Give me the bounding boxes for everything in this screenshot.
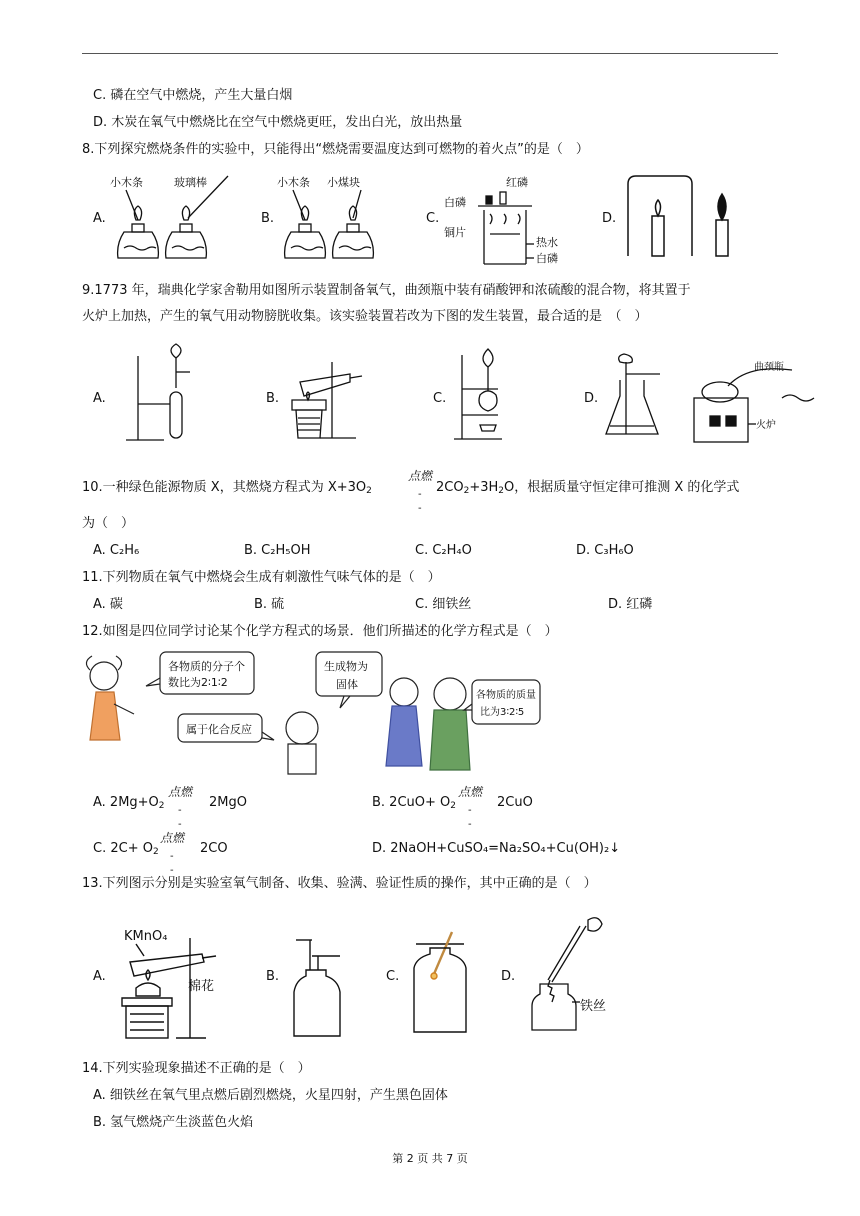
q11-option-d[interactable]: D. 红磷 xyxy=(608,597,653,612)
q9-stem-line2: 火炉上加热，产生的氧气用动物膀胱收集。该实验装置若改为下图的发生装置，最合适的是 （ ） xyxy=(82,309,648,324)
q14-option-b[interactable]: B. 氢气燃烧产生淡蓝色火焰 xyxy=(93,1115,254,1130)
q9-label-stove: 火炉 xyxy=(756,420,776,431)
q10-prod1: 2CO xyxy=(436,480,464,495)
q10-option-d[interactable]: D. C₃H₆O xyxy=(576,543,634,558)
q8-c-label-white-p: 白磷 xyxy=(444,196,466,209)
q13-figure-c xyxy=(410,930,484,1042)
q13-stem: 13.下列图示分别是实验室氧气制备、收集、验满、验证性质的操作，其中正确的是（ ） xyxy=(82,876,597,891)
q8-option-d[interactable]: D. xyxy=(602,211,617,226)
q10-stem xyxy=(82,479,372,500)
q8-b-label-stick: 小木条 xyxy=(277,176,310,189)
q8-a-label-rod: 玻璃棒 xyxy=(174,176,207,189)
q12-b-dash: - xyxy=(468,805,472,816)
q12-bubble2: 属于化合反应 xyxy=(186,723,252,736)
q13-figure-d xyxy=(522,912,622,1038)
q12-b-dash-2: - xyxy=(468,819,472,830)
q11-option-a[interactable]: A. 碳 xyxy=(93,597,123,612)
q10-prod2-sub: 2 xyxy=(498,486,505,496)
q11-stem: 11.下列物质在氧气中燃烧会生成有刺激性气味气体的是（ ） xyxy=(82,570,441,585)
q9-option-b[interactable]: B. xyxy=(266,391,280,406)
q12-c-dash: - xyxy=(170,851,174,862)
header-rule xyxy=(82,53,778,54)
q9-option-c[interactable]: C. xyxy=(433,391,447,406)
q12-c-product: 2CO xyxy=(200,841,228,856)
q11-option-c[interactable]: C. 细铁丝 xyxy=(415,597,472,612)
q9-figure-d xyxy=(600,350,670,442)
q13-option-d[interactable]: D. xyxy=(501,969,516,984)
q13-a-label-kmno4: KMnO₄ xyxy=(124,929,168,944)
q12-b-product: 2CuO xyxy=(497,795,533,810)
q9-figure-b xyxy=(280,352,380,444)
q13-option-c[interactable]: C. xyxy=(386,969,400,984)
q14-stem: 14.下列实验现象描述不正确的是（ ） xyxy=(82,1061,311,1076)
q10-stem-line2: 为（ ） xyxy=(82,516,135,531)
q8-c-label-red-p: 红磷 xyxy=(506,176,528,189)
q8-c-label-copper: 铜片 xyxy=(444,226,466,239)
q12-option-b[interactable] xyxy=(372,794,456,815)
q14-option-a[interactable]: A. 细铁丝在氧气里点燃后剧烈燃烧，火星四射，产生黑色固体 xyxy=(93,1088,448,1103)
q13-d-label-wire: 铁丝 xyxy=(580,999,607,1014)
q13-option-a[interactable]: A. xyxy=(93,969,106,984)
q13-option-b[interactable]: B. xyxy=(266,969,280,984)
q13-figure-b xyxy=(290,930,350,1042)
q12-bubble3-line2: 固体 xyxy=(336,678,358,691)
q10-option-a[interactable]: A. C₂H₆ xyxy=(93,543,140,558)
q12-bubble3-line1: 生成物为 xyxy=(324,660,368,673)
q12-bubble1-line2: 数比为2∶1∶2 xyxy=(168,676,228,689)
q8-figure-c xyxy=(440,172,570,270)
q12-b-pre: B. 2CuO+ O xyxy=(372,795,451,810)
q7-option-c: C. 磷在空气中燃烧，产生大量白烟 xyxy=(93,88,293,103)
q10-dash-2: - xyxy=(418,503,422,514)
q8-figure-a xyxy=(108,172,238,270)
q10-option-b[interactable]: B. C₂H₅OH xyxy=(244,543,311,558)
q12-option-c[interactable] xyxy=(93,840,159,861)
page-footer: 第 2 页 共 7 页 xyxy=(392,1152,468,1165)
q12-c-sub: 2 xyxy=(152,847,159,857)
q12-bubble4-line2: 比为3∶2∶5 xyxy=(480,707,525,718)
q12-option-d[interactable]: D. 2NaOH+CuSO₄=Na₂SO₄+Cu(OH)₂↓ xyxy=(372,841,621,856)
q10-dash: - xyxy=(418,489,422,500)
q9-option-d[interactable]: D. xyxy=(584,391,599,406)
q12-bubble1-line1: 各物质的分子个 xyxy=(168,660,245,673)
q9-figure-retort-setup xyxy=(686,358,818,446)
q12-c-condition: 点燃 xyxy=(160,831,185,845)
q12-option-a[interactable] xyxy=(93,794,165,815)
q8-figure-d xyxy=(620,172,750,262)
q12-a-dash: - xyxy=(178,805,182,816)
q12-c-dash-2: - xyxy=(170,865,174,876)
q10-stem-products xyxy=(436,479,739,500)
q12-c-pre: C. 2C+ O xyxy=(93,841,153,856)
q8-option-c[interactable]: C. xyxy=(426,211,440,226)
q12-a-product: 2MgO xyxy=(209,795,247,810)
q9-figure-c xyxy=(452,345,514,443)
q12-b-sub: 2 xyxy=(450,801,456,811)
q12-stem: 12.如图是四位同学讨论某个化学方程式的场景．他们所描述的化学方程式是（ ） xyxy=(82,624,558,639)
q8-a-label-stick: 小木条 xyxy=(110,176,143,189)
q10-condition: 点燃 xyxy=(408,469,433,483)
q8-option-a[interactable]: A. xyxy=(93,211,106,226)
q9-figure-a xyxy=(124,338,196,444)
q10-o2-sub: 2 xyxy=(366,486,372,496)
q12-a-pre: A. 2Mg+O xyxy=(93,795,159,810)
q8-option-b[interactable]: B. xyxy=(261,211,275,226)
q8-stem: 8.下列探究燃烧条件的实验中，只能得出“燃烧需要温度达到可燃物的着火点”的是（ ） xyxy=(82,142,589,157)
q8-c-label-water: 热水 xyxy=(536,236,558,249)
q10-option-c[interactable]: C. C₂H₄O xyxy=(415,543,472,558)
q10-prod1-sub: 2 xyxy=(463,486,470,496)
q10-stem-pre: 10.一种绿色能源物质 X，其燃烧方程式为 X+3O xyxy=(82,480,367,495)
q12-a-sub: 2 xyxy=(158,801,165,811)
q10-stem-post: O，根据质量守恒定律可推测 X 的化学式 xyxy=(504,480,740,495)
q13-figure-a xyxy=(116,922,226,1044)
q10-prod2: +3H xyxy=(469,480,499,495)
q8-figure-b xyxy=(275,172,405,270)
q9-label-retort: 曲颈瓶 xyxy=(754,362,784,373)
q11-option-b[interactable]: B. 硫 xyxy=(254,597,285,612)
q12-discussion-figure xyxy=(82,648,542,778)
q8-b-label-coal: 小煤块 xyxy=(327,176,360,189)
q13-a-label-cotton: 棉花 xyxy=(188,979,215,994)
q7-option-d: D. 木炭在氧气中燃烧比在空气中燃烧更旺，发出白光，放出热量 xyxy=(93,115,463,130)
q12-a-dash-2: - xyxy=(178,819,182,830)
q12-b-condition: 点燃 xyxy=(458,785,483,799)
q9-option-a[interactable]: A. xyxy=(93,391,106,406)
q12-bubble4-line1: 各物质的质量 xyxy=(476,690,536,701)
q8-c-label-white-p2: 白磷 xyxy=(536,252,558,265)
q9-stem-line1: 9.1773 年，瑞典化学家舍勒用如图所示装置制备氧气，曲颈瓶中装有硝酸钾和浓硫酸的混合物，将其置于 xyxy=(82,283,691,298)
q12-a-condition: 点燃 xyxy=(168,785,193,799)
